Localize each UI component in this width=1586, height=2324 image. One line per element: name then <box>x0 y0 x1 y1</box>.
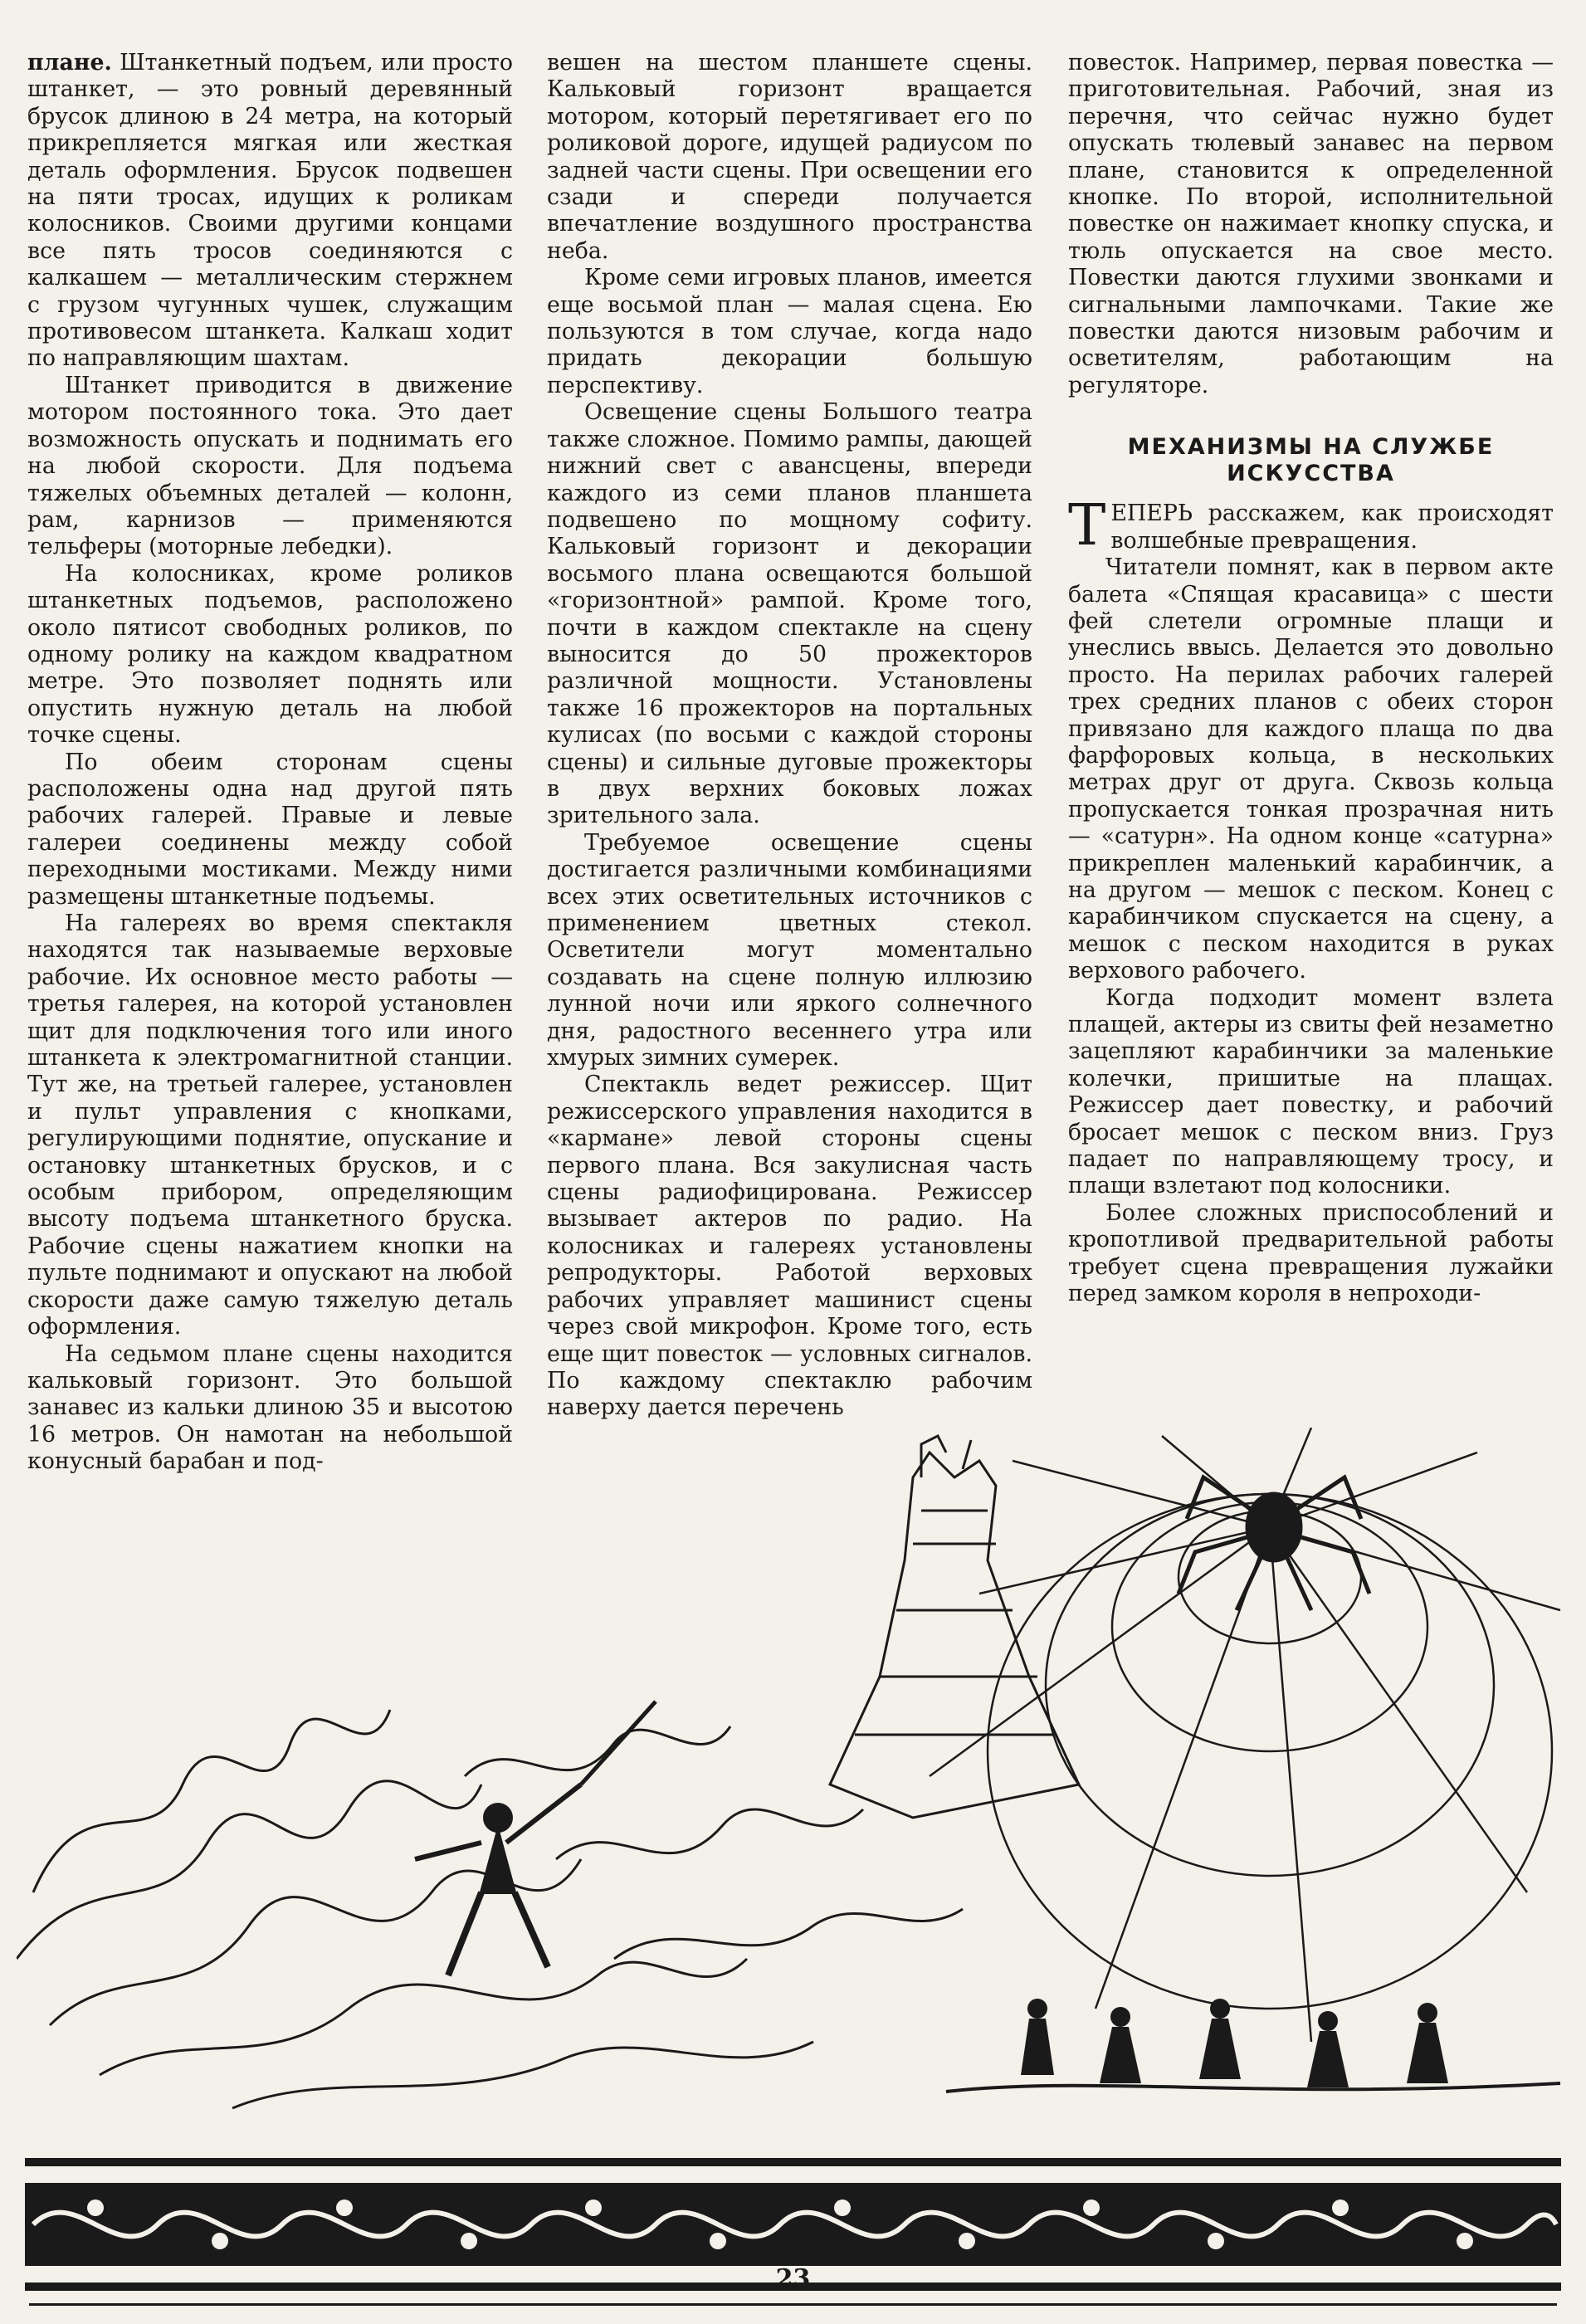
paragraph: Штанкет приводится в движение мотором постоянного тока. Это дает возможность опускать и поднимать его на любой скорости. Для подъема тяжелых объемных деталей — колонн, рам, карнизов — применяются тельферы (моторные лебедки). <box>27 372 513 560</box>
paragraph: Более сложных приспособлений и кропотливой предварительной работы требует сцена превращения лужайки перед замком короля в непроходи- <box>1068 1199 1554 1307</box>
paragraph: Читатели помнят, как в первом акте балета «Спящая красавица» с шести фей слетели огромные плащи и унеслись ввысь. Делается это довольно просто. На перилах рабочих галерей трех средних планов с обеих сторон привязано для каждого плаща по два фарфоровых кольца, в нескольких метрах друг от друга. Сквозь кольца пропускается тонкая прозрачная нить — «сатурн». На одном конце «сатурна» прикреплен маленький карабинчик, а на другом — мешок с песком. Конец с карабинчиком спускается на сцену, а мешок с песком находится в руках верхового рабочего. <box>1068 554 1554 984</box>
bottom-rule <box>29 2303 1557 2306</box>
paragraph: Когда подходит момент взлета плащей, актеры из свиты фей незаметно зацепляют карабинчики за маленькие колечки, пришитые на плащах. Режиссер дает повестку, и рабочий бросает мешок с песком вниз. Груз падает по направляющему тросу, и плащи взлетают под колосники. <box>1068 984 1554 1199</box>
paragraph: Требуемое освещение сцены достигается различными комбинациями всех этих осветительных источников с применением цветных стекол. Осветители могут моментально создавать на сцене полную иллюзию лунной ночи или яркого солнечного дня, радостного весеннего утра или хмурых зимних сумерек. <box>547 829 1032 1072</box>
column-1 <box>27 50 513 1577</box>
column-3 <box>1068 50 1554 1577</box>
drop-cap: Т <box>1068 493 1106 559</box>
page-number: 23 <box>775 2264 811 2293</box>
section-heading: МЕХАНИЗМЫ НА СЛУЖБЕ ИСКУССТВА <box>1127 434 1495 487</box>
paragraph: Спектакль ведет режиссер. Щит режиссерского управления находится в «кармане» левой стороны сцены первого плана. Вся закулисная часть сцены радиофицирована. Режиссер вызывает актеров по радио. На колосниках и галереях установлены репродукторы. Работой верховых рабочих управляет машинист сцены через свой микрофон. Кроме того, есть еще щит повесток — условных сигналов. По каждому спектаклю рабочим наверху дается перечень <box>547 1072 1032 1421</box>
paragraph <box>27 50 513 373</box>
paragraph: повесток. Например, первая повестка — приготовительная. Рабочий, зная из перечня, что сейчас нужно будет опускать тюлевый занавес на первом плане, становится к определенной кнопке. По второй, исполнительной повестке он нажимает кнопку спуска, и тюль опускается на свое место. Повестки даются глухими звонками и сигнальными лампочками. Такие же повестки даются низовым рабочим и осветителям, работающим на регуляторе. <box>1068 50 1554 398</box>
paragraph-text: Штанкетный подъем, или просто штанкет, — это ровный деревянный брусок длиною в 24 метра, на который прикрепляется мягкая или жесткая деталь оформления. Брусок подвешен на пяти тросах, идущих к роликам колосников. Своими другими концами все пять тросов соединяются с калкашем — металлическим стержнем с грузом чугунных чушек, служащим противовесом штанкета. Калкаш ходит по направляющим шахтам. <box>27 50 513 372</box>
ballet-illustration <box>17 1428 1569 2150</box>
paragraph: На седьмом плане сцены находится кальковый горизонт. Это большой занавес из кальки длиною 35 и высотою 16 метров. Он намотан на небольшой конусный барабан и под- <box>27 1340 513 1475</box>
paragraph <box>1068 493 1554 559</box>
paragraph: На галереях во время спектакля находятся так называемые верховые рабочие. Их основное место работы — третья галерея, на которой установлен щит для подключения того или иного штанкета к электромагнитной станции. Тут же, на третьей галерее, установлен и пульт управления с кнопками, регулирующими поднятие, опускание и остановку штанкетных брусков, и с особым прибором, определяющим высоту подъема штанкетного бруска. Рабочие сцены нажатием кнопки на пульте поднимают и опускают на любой скорости даже самую тяжелую деталь оформления. <box>27 911 513 1340</box>
lead-word: плане. <box>27 50 112 76</box>
paragraph: Кроме семи игровых планов, имеется еще восьмой план — малая сцена. Ею пользуются в том случае, когда надо придать декорации большую перспективу. <box>547 265 1032 398</box>
paragraph: На колосниках, кроме роликов штанкетных подъемов, расположено около пятисот свободных роликов, по одному ролику на каждом квадратном метре. Это позволяет поднять или опустить нужную деталь на любой точке сцены. <box>27 560 513 749</box>
paragraph: вешен на шестом планшете сцены. Кальковый горизонт вращается мотором, который перетягивает его по роликовой дороге, идущей радиусом по задней части сцены. При освещении его сзади и спереди получается впечатление воздушного пространства неба. <box>547 50 1032 264</box>
text-columns <box>21 50 1564 1577</box>
paragraph: По обеим сторонам сцены расположены одна над другой пять рабочих галерей. Правые и левые галереи соединены между собой переходными мостиками. Между ними размещены штанкетные подъемы. <box>27 749 513 910</box>
paragraph-text: ЕПЕРЬ расскажем, как происходят волшебные превращения. <box>1110 500 1554 554</box>
column-2 <box>547 50 1032 1577</box>
paragraph: Освещение сцены Большого театра также сложное. Помимо рампы, дающей нижний свет с авансцены, впереди каждого из семи планов планшета подвешено по мощному софиту. Кальковый горизонт и декорации восьмого плана освещаются большой «горизонтной» рампой. Кроме того, почти в каждом спектакле на сцену выносится до 50 прожекторов различной мощности. Установлены также 16 прожекторов на портальных кулисах (по восьми с каждой стороны сцены) и сильные дуговые прожекторы в двух верхних боковых ложах зрительного зала. <box>547 399 1032 829</box>
